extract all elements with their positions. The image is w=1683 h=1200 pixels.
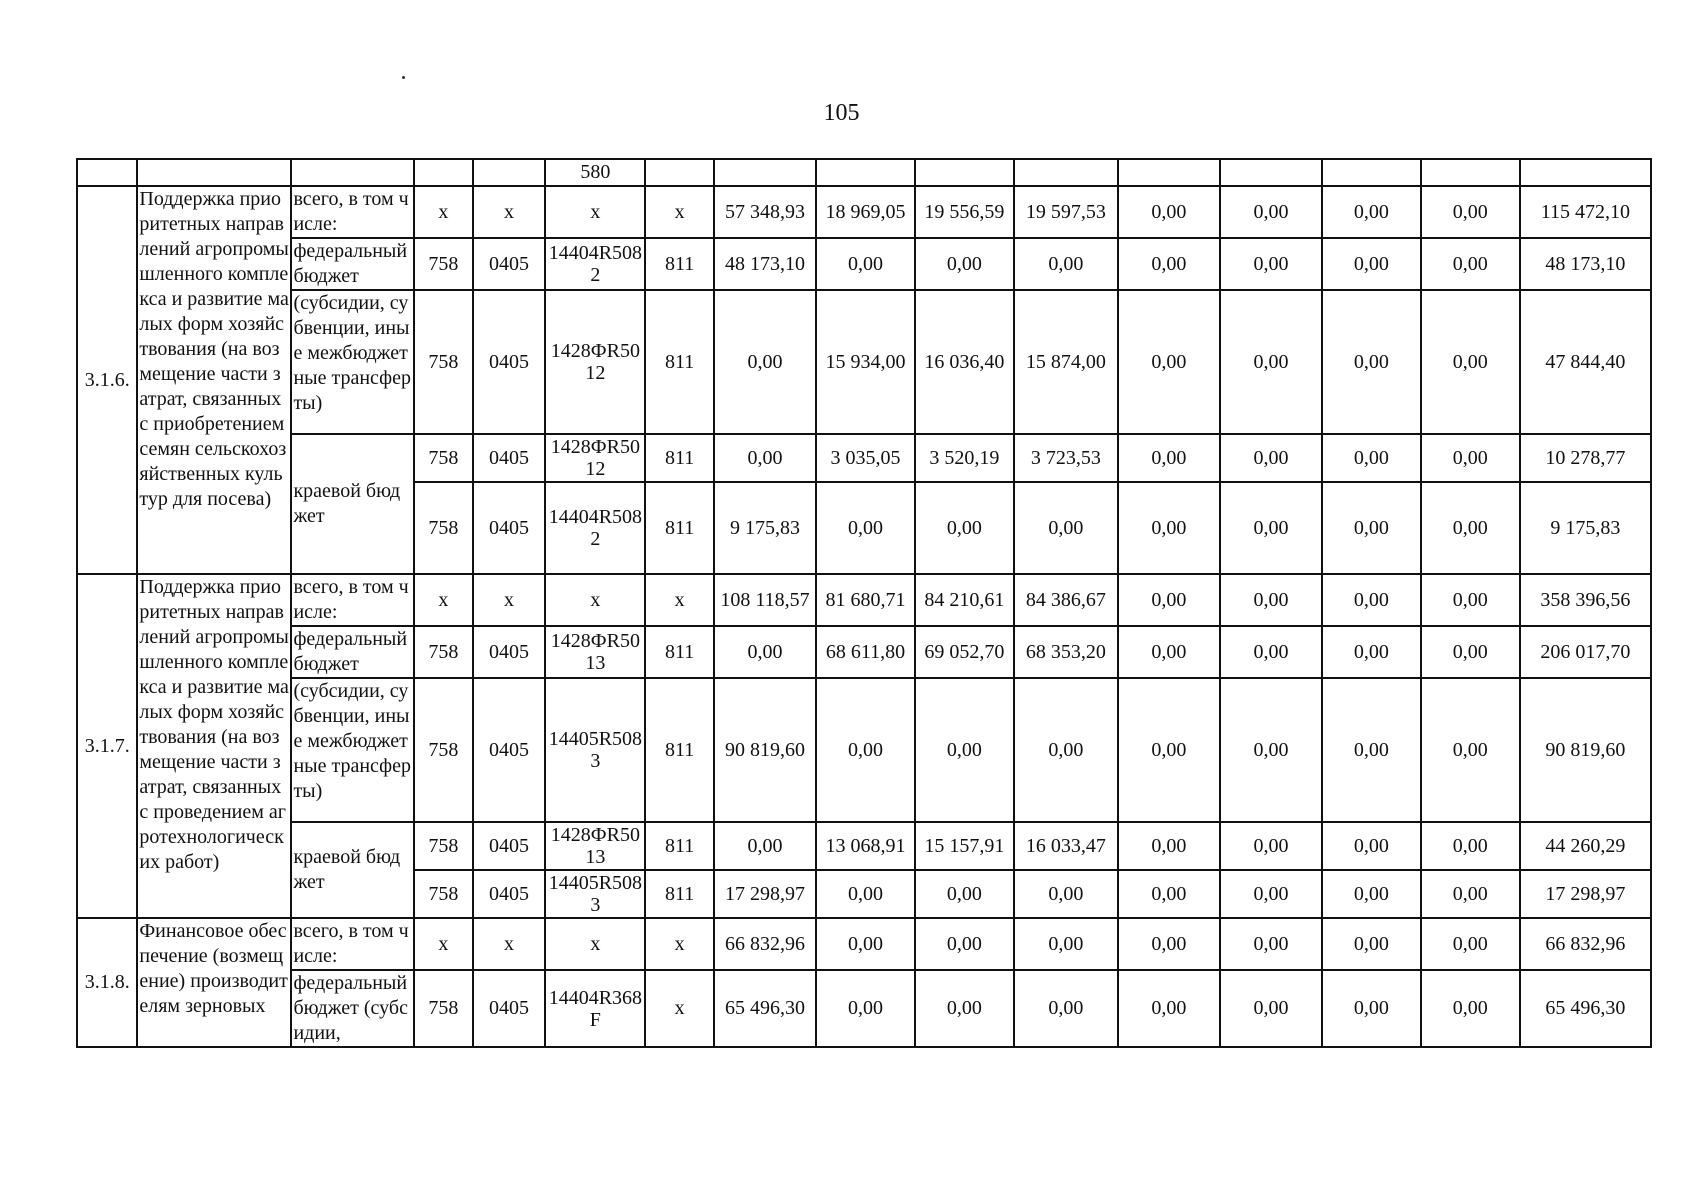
cell (1118, 159, 1220, 186)
value-cell: 3 723,53 (1014, 434, 1118, 482)
value-cell: 0,00 (1220, 482, 1322, 574)
code-cell: 758 (414, 482, 472, 574)
value-cell: 19 597,53 (1014, 186, 1118, 238)
value-cell: 0,00 (816, 870, 915, 918)
value-cell: 90 819,60 (714, 678, 816, 822)
value-cell: 0,00 (1118, 482, 1220, 574)
table-row (77, 678, 1651, 822)
value-cell: 15 934,00 (816, 290, 915, 434)
value-cell: 0,00 (1220, 626, 1322, 678)
value-cell: 0,00 (1421, 238, 1520, 290)
table-row (77, 918, 1651, 970)
cell (414, 159, 472, 186)
value-cell: 13 068,91 (816, 822, 915, 870)
cell (915, 159, 1014, 186)
value-cell: 15 874,00 (1014, 290, 1118, 434)
cell (1520, 159, 1651, 186)
value-cell: 0,00 (1118, 870, 1220, 918)
value-cell: 68 611,80 (816, 626, 915, 678)
cell (816, 159, 915, 186)
value-cell: 0,00 (1322, 626, 1421, 678)
code-cell: х (645, 970, 714, 1047)
value-cell: 48 173,10 (714, 238, 816, 290)
value-cell: 9 175,83 (714, 482, 816, 574)
value-cell: 0,00 (1118, 290, 1220, 434)
value-cell: 0,00 (1118, 238, 1220, 290)
value-cell: 0,00 (1118, 574, 1220, 626)
value-cell: 0,00 (1322, 186, 1421, 238)
code-cell: 0405 (473, 970, 546, 1047)
item-number: 3.1.7. (77, 574, 137, 918)
value-cell: 0,00 (1220, 918, 1322, 970)
value-cell: 358 396,56 (1520, 574, 1651, 626)
value-cell: 44 260,29 (1520, 822, 1651, 870)
value-cell: 0,00 (1421, 626, 1520, 678)
funding-source: федеральный бюджет (291, 238, 414, 290)
funding-source: федеральный бюджет (291, 626, 414, 678)
table-row (77, 822, 1651, 870)
funding-source: всего, в том числе: (291, 186, 414, 238)
value-cell: 115 472,10 (1520, 186, 1651, 238)
code-cell: 811 (645, 434, 714, 482)
value-cell: 0,00 (714, 290, 816, 434)
code-cell: 1428ФR5013 (545, 822, 645, 870)
code-cell: х (545, 918, 645, 970)
cell (1322, 159, 1421, 186)
value-cell: 0,00 (1220, 822, 1322, 870)
value-cell: 0,00 (1421, 970, 1520, 1047)
value-cell: 0,00 (816, 918, 915, 970)
value-cell: 0,00 (816, 970, 915, 1047)
item-number: 3.1.6. (77, 186, 137, 574)
value-cell: 0,00 (1421, 918, 1520, 970)
code-cell: 1428ФR5012 (545, 290, 645, 434)
cell (714, 159, 816, 186)
value-cell: 69 052,70 (915, 626, 1014, 678)
value-cell: 57 348,93 (714, 186, 816, 238)
value-cell: 0,00 (1322, 290, 1421, 434)
value-cell: 0,00 (1118, 434, 1220, 482)
value-cell: 0,00 (1322, 870, 1421, 918)
value-cell: 0,00 (1421, 678, 1520, 822)
value-cell: 0,00 (1118, 970, 1220, 1047)
code-cell: х (473, 918, 546, 970)
value-cell: 0,00 (1421, 870, 1520, 918)
budget-table (76, 158, 1652, 1048)
value-cell: 0,00 (1220, 970, 1322, 1047)
code-cell: 14405R5083 (545, 870, 645, 918)
value-cell: 47 844,40 (1520, 290, 1651, 434)
code-cell: х (545, 574, 645, 626)
value-cell: 0,00 (1014, 918, 1118, 970)
code-cell: 811 (645, 822, 714, 870)
value-cell: 84 386,67 (1014, 574, 1118, 626)
code-cell: х (414, 918, 472, 970)
value-cell: 0,00 (1118, 186, 1220, 238)
table-row-continuation (77, 159, 1651, 186)
code-cell: 1428ФR5012 (545, 434, 645, 482)
code-cell: х (645, 918, 714, 970)
value-cell: 0,00 (1220, 434, 1322, 482)
value-cell: 0,00 (1322, 482, 1421, 574)
code-cell: 811 (645, 290, 714, 434)
value-cell: 0,00 (915, 970, 1014, 1047)
value-cell: 0,00 (1421, 822, 1520, 870)
item-name: Поддержка приоритетных направлений агропромышленного комплекса и развитие малых форм хозяйствования (на возмещение части затрат, связанных с проведением агротехнологических работ) (137, 574, 291, 918)
value-cell: 66 832,96 (1520, 918, 1651, 970)
table-row (77, 574, 1651, 626)
code-cell: 758 (414, 434, 472, 482)
value-cell: 0,00 (1118, 678, 1220, 822)
code-cell: 0405 (473, 678, 546, 822)
value-cell: 65 496,30 (714, 970, 816, 1047)
code-cell: х (414, 574, 472, 626)
funding-source: краевой бюджет (291, 434, 414, 574)
value-cell: 9 175,83 (1520, 482, 1651, 574)
value-cell: 0,00 (915, 238, 1014, 290)
code-cell: х (473, 574, 546, 626)
value-cell: 0,00 (1014, 238, 1118, 290)
value-cell: 108 118,57 (714, 574, 816, 626)
value-cell: 0,00 (1118, 626, 1220, 678)
value-cell: 0,00 (1118, 918, 1220, 970)
code-cell: 14404R5082 (545, 238, 645, 290)
code-cell: 758 (414, 290, 472, 434)
value-cell: 0,00 (1322, 238, 1421, 290)
item-name: Поддержка приоритетных направлений агропромышленного комплекса и развитие малых форм хозяйствования (на возмещение части затрат, связанных с приобретением семян сельскохозяйственных культур для посева) (137, 186, 291, 574)
code-cell: х (473, 186, 546, 238)
code-cell: 0405 (473, 822, 546, 870)
code-cell: 758 (414, 678, 472, 822)
value-cell: 0,00 (1014, 870, 1118, 918)
code-cell: 0405 (473, 482, 546, 574)
table-row (77, 238, 1651, 290)
value-cell: 84 210,61 (915, 574, 1014, 626)
value-cell: 66 832,96 (714, 918, 816, 970)
cell (645, 159, 714, 186)
code-cell: 14405R5083 (545, 678, 645, 822)
table-row (77, 970, 1651, 1047)
code-cell: 811 (645, 238, 714, 290)
cell (291, 159, 414, 186)
value-cell: 0,00 (1220, 238, 1322, 290)
value-cell: 0,00 (1220, 186, 1322, 238)
table-row (77, 434, 1651, 482)
value-cell: 10 278,77 (1520, 434, 1651, 482)
value-cell: 3 520,19 (915, 434, 1014, 482)
code-cell: 0405 (473, 290, 546, 434)
value-cell: 0,00 (1322, 822, 1421, 870)
value-cell: 17 298,97 (1520, 870, 1651, 918)
value-cell: 65 496,30 (1520, 970, 1651, 1047)
value-cell: 0,00 (1421, 574, 1520, 626)
code-cell: х (545, 186, 645, 238)
value-cell: 0,00 (1118, 822, 1220, 870)
cell (473, 159, 546, 186)
value-cell: 19 556,59 (915, 186, 1014, 238)
value-cell: 0,00 (1220, 574, 1322, 626)
value-cell: 15 157,91 (915, 822, 1014, 870)
code-cell: 0405 (473, 434, 546, 482)
code-cell: 0405 (473, 238, 546, 290)
code-cell: 0405 (473, 626, 546, 678)
value-cell: 0,00 (1322, 678, 1421, 822)
value-cell: 17 298,97 (714, 870, 816, 918)
cell: 580 (545, 159, 645, 186)
value-cell: 0,00 (1421, 482, 1520, 574)
value-cell: 0,00 (1220, 678, 1322, 822)
value-cell: 0,00 (1014, 970, 1118, 1047)
code-cell: х (414, 186, 472, 238)
value-cell: 0,00 (1220, 290, 1322, 434)
value-cell: 0,00 (1421, 186, 1520, 238)
cell (77, 159, 137, 186)
code-cell: 0405 (473, 870, 546, 918)
item-number: 3.1.8. (77, 918, 137, 1047)
code-cell: 758 (414, 870, 472, 918)
cell (137, 159, 291, 186)
funding-source: краевой бюджет (291, 822, 414, 918)
code-cell: х (645, 186, 714, 238)
value-cell: 0,00 (1322, 918, 1421, 970)
cell (1220, 159, 1322, 186)
scan-dot (402, 76, 405, 79)
value-cell: 81 680,71 (816, 574, 915, 626)
cell (1421, 159, 1520, 186)
value-cell: 0,00 (714, 434, 816, 482)
funding-source: (субсидии, субвенции, иные межбюджетные трансферты) (291, 290, 414, 434)
value-cell: 0,00 (816, 678, 915, 822)
value-cell: 0,00 (714, 822, 816, 870)
code-cell: 758 (414, 238, 472, 290)
value-cell: 48 173,10 (1520, 238, 1651, 290)
code-cell: 1428ФR5013 (545, 626, 645, 678)
value-cell: 0,00 (1421, 434, 1520, 482)
cell (1014, 159, 1118, 186)
value-cell: 0,00 (915, 870, 1014, 918)
value-cell: 68 353,20 (1014, 626, 1118, 678)
code-cell: 758 (414, 822, 472, 870)
value-cell: 0,00 (1421, 290, 1520, 434)
value-cell: 0,00 (1322, 970, 1421, 1047)
value-cell: 0,00 (915, 678, 1014, 822)
value-cell: 16 033,47 (1014, 822, 1118, 870)
funding-source: федеральный бюджет (субсидии, (291, 970, 414, 1047)
code-cell: 811 (645, 870, 714, 918)
value-cell: 3 035,05 (816, 434, 915, 482)
table-row (77, 626, 1651, 678)
value-cell: 0,00 (816, 238, 915, 290)
value-cell: 90 819,60 (1520, 678, 1651, 822)
value-cell: 0,00 (1220, 870, 1322, 918)
funding-source: всего, в том числе: (291, 918, 414, 970)
page-number: 105 (823, 100, 860, 126)
value-cell: 0,00 (1014, 482, 1118, 574)
code-cell: 811 (645, 626, 714, 678)
item-name: Финансовое обеспечение (возмещение) производителям зерновых (137, 918, 291, 1047)
table-row (77, 186, 1651, 238)
code-cell: 14404R368F (545, 970, 645, 1047)
code-cell: 14404R5082 (545, 482, 645, 574)
value-cell: 0,00 (714, 626, 816, 678)
funding-source: всего, в том числе: (291, 574, 414, 626)
value-cell: 18 969,05 (816, 186, 915, 238)
value-cell: 206 017,70 (1520, 626, 1651, 678)
value-cell: 0,00 (915, 482, 1014, 574)
code-cell: 758 (414, 626, 472, 678)
funding-source: (субсидии, субвенции, иные межбюджетные трансферты) (291, 678, 414, 822)
value-cell: 0,00 (915, 918, 1014, 970)
value-cell: 0,00 (1322, 574, 1421, 626)
code-cell: х (645, 574, 714, 626)
code-cell: 811 (645, 678, 714, 822)
code-cell: 758 (414, 970, 472, 1047)
value-cell: 0,00 (1322, 434, 1421, 482)
code-cell: 811 (645, 482, 714, 574)
value-cell: 16 036,40 (915, 290, 1014, 434)
value-cell: 0,00 (1014, 678, 1118, 822)
table-row (77, 290, 1651, 434)
value-cell: 0,00 (816, 482, 915, 574)
